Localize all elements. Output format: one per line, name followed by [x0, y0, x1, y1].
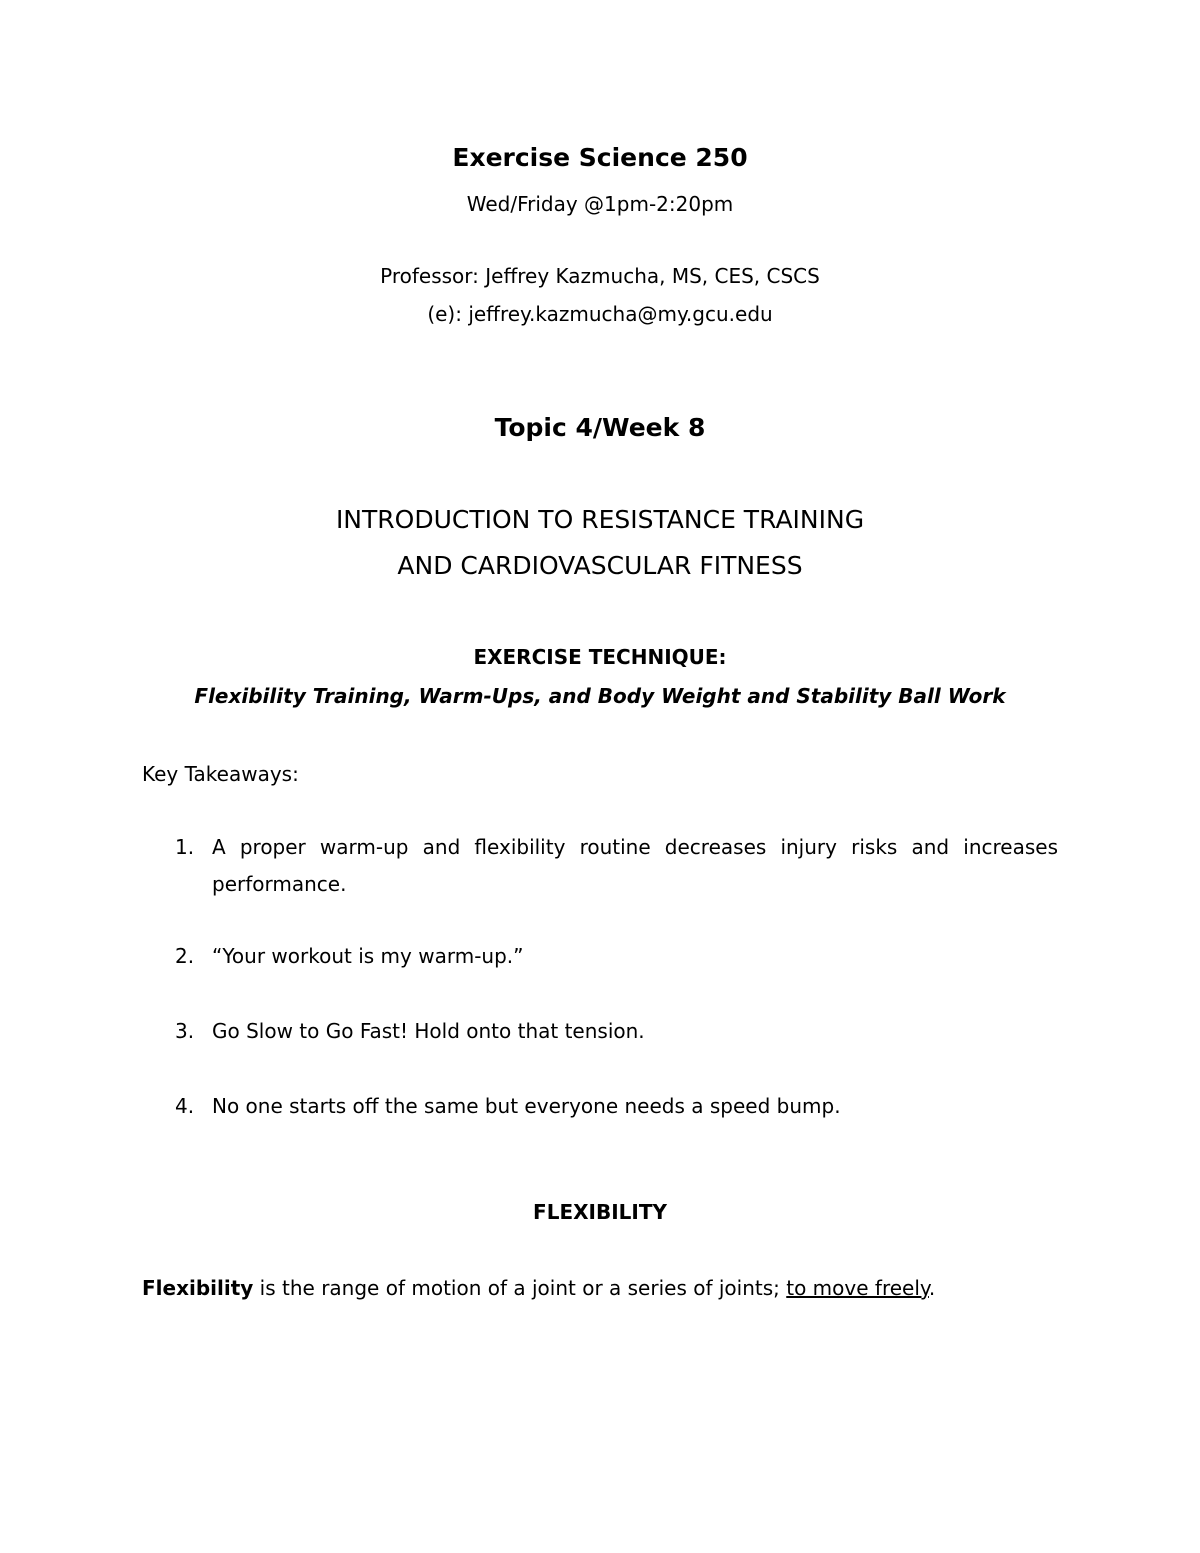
professor-email: (e): jeffrey.kazmucha@my.gcu.edu: [427, 302, 773, 326]
technique-subheading: Flexibility Training, Warm-Ups, and Body Weight and Stability Ball Work: [194, 684, 1006, 708]
list-item-text: A proper warm-up and flexibility routine decreases injury risks and increases performance.: [212, 835, 1058, 896]
list-item-text: Go Slow to Go Fast! Hold onto that tension.: [212, 1019, 645, 1043]
definition-end: .: [928, 1276, 936, 1300]
flexibility-heading: FLEXIBILITY: [533, 1200, 667, 1224]
definition-term: Flexibility: [142, 1276, 254, 1300]
list-item-number: 3.: [175, 1019, 195, 1043]
flexibility-definition: [142, 1276, 935, 1300]
list-item-number: 4.: [175, 1094, 195, 1118]
main-title-line-2: AND CARDIOVASCULAR FITNESS: [397, 551, 803, 580]
topic-week: Topic 4/Week 8: [494, 413, 706, 442]
list-item-number: 1.: [175, 835, 195, 859]
list-item-text: “Your workout is my warm-up.”: [212, 944, 524, 968]
technique-heading: EXERCISE TECHNIQUE:: [473, 645, 727, 669]
list-item-number: 2.: [175, 944, 195, 968]
definition-text: is the range of motion of a joint or a series of joints;: [253, 1276, 787, 1300]
course-title: Exercise Science 250: [452, 143, 748, 172]
definition-underlined: to move freely: [786, 1276, 929, 1300]
main-title-line-1: INTRODUCTION TO RESISTANCE TRAINING: [335, 505, 865, 534]
list-item-text: No one starts off the same but everyone needs a speed bump.: [212, 1094, 841, 1118]
professor-name: Professor: Jeffrey Kazmucha, MS, CES, CSCS: [380, 264, 820, 288]
class-schedule: Wed/Friday @1pm-2:20pm: [466, 192, 734, 216]
key-takeaways-label: Key Takeaways:: [142, 762, 299, 786]
